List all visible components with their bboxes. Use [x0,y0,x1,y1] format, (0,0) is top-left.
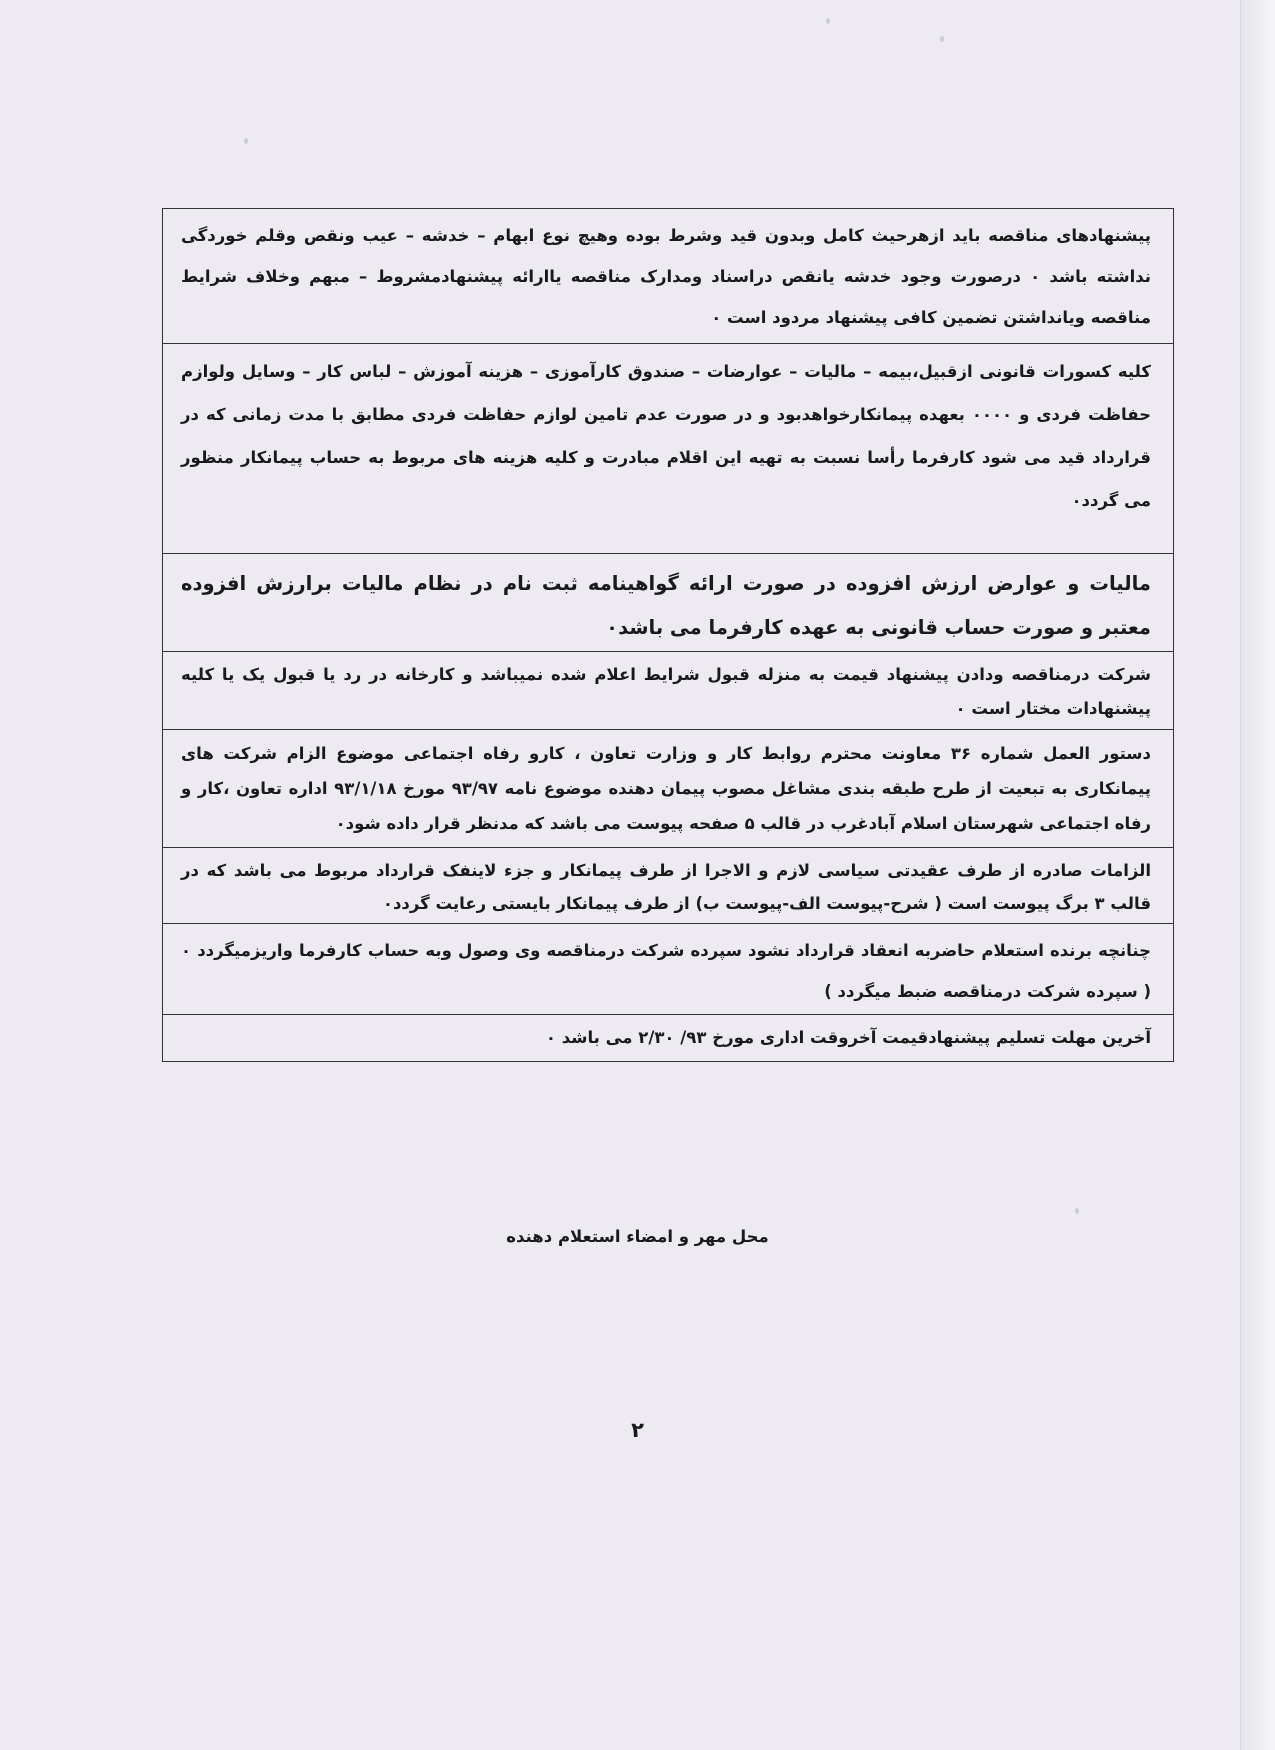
scan-artifact [1075,1208,1079,1214]
condition-text: آخرین مهلت تسلیم پیشنهادقیمت آخروقت اداری مورخ ۹۳/ ۲/۳۰ می باشد ۰ [545,1028,1151,1047]
stamp-signature-label: محل مهر و امضاء استعلام دهنده [506,1227,769,1246]
condition-text: کلیه کسورات قانونی ازقبیل،بیمه – مالیات – عوارضات – صندوق کارآموزی – هزینه آموزش – لباس کار – وسایل ولوازم حفاظت فردی و ۰۰۰۰ بعهده پیمانکارخواهدبود و در صورت عدم تامین لوازم حفاظت فردی مطابق با مدت زمانی که در قرارداد قید می شود کارفرما رأسا نسبت به تهیه این اقلام مبادرت و کلیه هزینه های مربوط به حساب پیمانکار منظور می گردد۰ [181,362,1152,510]
condition-job-classification-directive [163,730,1173,848]
condition-deposit-forfeiture [163,924,1173,1015]
condition-legal-deductions [163,344,1173,554]
condition-ideological-requirements [163,848,1173,924]
condition-text: الزامات صادره از طرف عقیدتی سیاسی لازم و الاجرا از طرف پیمانکار و جزء لاینفک قرارداد مربوط می باشد که در قالب ۳ برگ پیوست است ( شرح-پیوست الف-پیوست ب) از طرف پیمانکار بایستی رعایت گردد۰ [181,861,1151,913]
condition-text: چنانچه برنده استعلام حاضربه انعقاد قرارداد نشود سپرده شرکت درمناقصه وی وصول وبه حساب کارفرما واریزمیگردد ۰ ( سپرده شرکت درمناقصه ضبط میگردد ) [181,941,1151,1001]
conditions-table [162,208,1174,1062]
condition-text: پیشنهادهای مناقصه باید ازهرحیث کامل وبدون قید وشرط بوده وهیچ نوع ابهام – خدشه – عیب ونقص وقلم خوردگی نداشته باشد ۰ درصورت وجود خدشه یانقص دراسناد ومدارک مناقصه یاارائه پیشنهادمشروط – مبهم وخلاف شرایط مناقصه ویانداشتن تضمین کافی پیشنهاد مردود است ۰ [181,226,1151,327]
condition-value-added-tax [163,554,1173,652]
condition-text: مالیات و عوارض ارزش افزوده در صورت ارائه گواهینامه ثبت نام در نظام مالیات برارزش افزوده معتبر و صورت حساب قانونی به عهده کارفرما می باشد۰ [181,572,1151,639]
scan-artifact [940,36,944,42]
page-number: ۲ [631,1418,644,1442]
scan-artifact [826,18,830,24]
condition-text: شرکت درمناقصه ودادن پیشنهاد قیمت به منزله قبول شرایط اعلام شده نمیباشد و کارخانه در رد یا قبول یک یا کلیه پیشنهادات مختار است ۰ [181,665,1151,718]
condition-submission-deadline [163,1015,1173,1061]
condition-text: دستور العمل شماره ۳۶ معاونت محترم روابط کار و وزارت تعاون ، کارو رفاه اجتماعی موضوع الزام شرکت های پیمانکاری به تبعیت از طرح طبقه بندی مشاغل مصوب پیمان دهنده موضوع نامه ۹۳/۹۷ مورخ ۹۳/۱/۱۸ اداره تعاون ،کار و رفاه اجتماعی شهرستان اسلام آبادغرب در قالب ۵ صفحه پیوست می باشد که مدنظر قرار داده شود۰ [181,744,1152,833]
condition-participation-rights [163,652,1173,730]
scan-artifact [244,138,248,144]
condition-bid-completeness [163,209,1173,344]
scanned-page-edge [1240,0,1275,1750]
